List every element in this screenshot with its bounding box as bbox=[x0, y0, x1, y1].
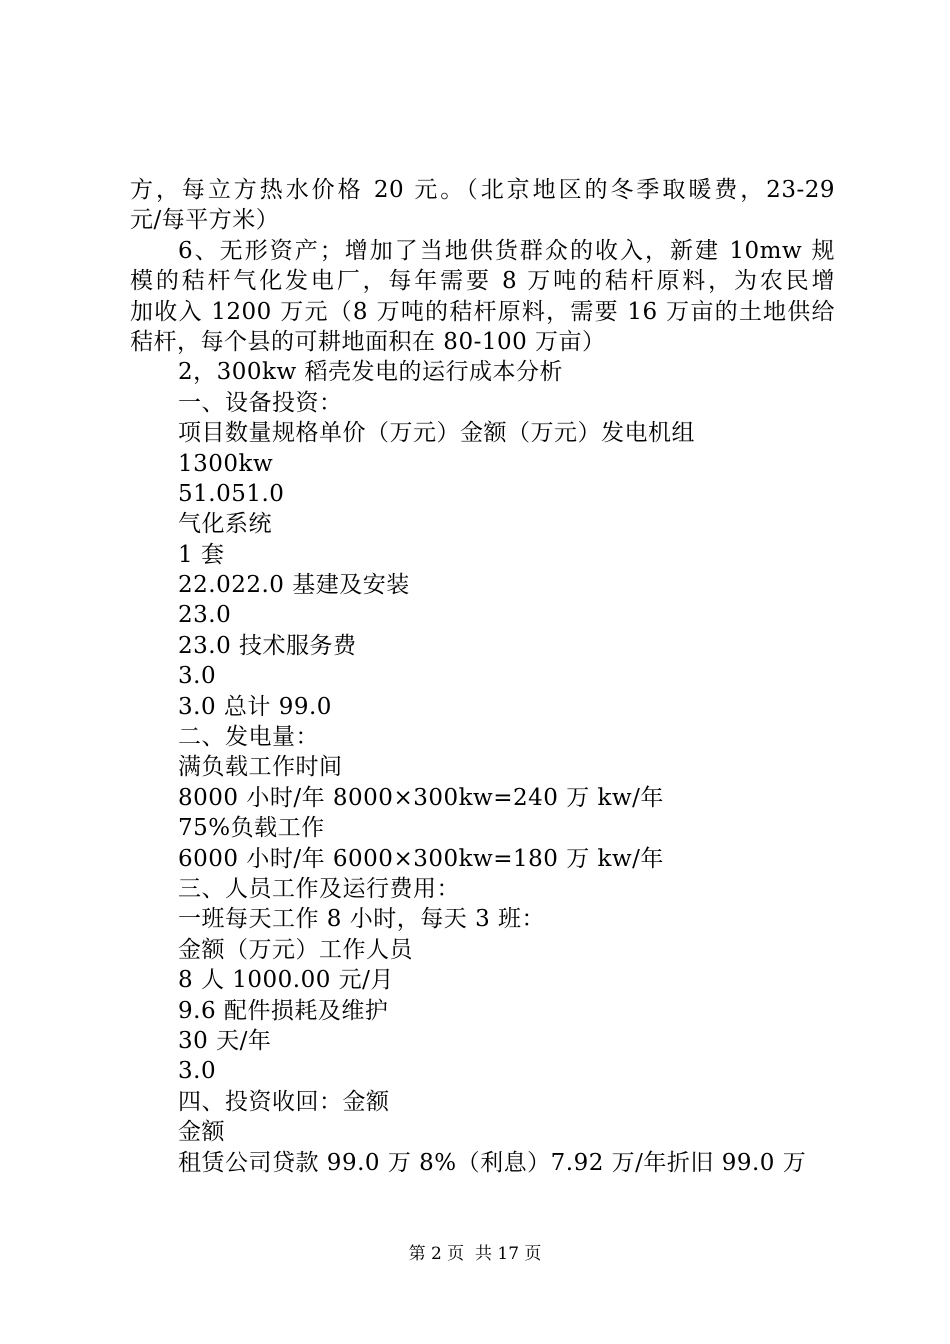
page-footer bbox=[0, 1243, 950, 1265]
text-line: 23.0 bbox=[178, 602, 232, 629]
text-line: 6000 小时/年 6000×300kw=180 万 kw/年 bbox=[178, 845, 664, 872]
text-line: 1 套 bbox=[178, 541, 225, 568]
text-line: 1300kw bbox=[178, 450, 274, 477]
text-line: 51.051.0 bbox=[178, 480, 285, 507]
text-line: 二、发电量： bbox=[178, 724, 319, 751]
text-line: 三、人员工作及运行费用： bbox=[178, 875, 460, 902]
text-line: 2，300kw 稻壳发电的运行成本分析 bbox=[178, 359, 563, 386]
text-line: 9.6 配件损耗及维护 bbox=[178, 997, 389, 1024]
text-line: 金额 bbox=[178, 1119, 225, 1146]
text-line: 8000 小时/年 8000×300kw=240 万 kw/年 bbox=[178, 784, 664, 811]
text-line: 四、投资收回：金额 bbox=[178, 1088, 390, 1115]
text-line: 6、无形资产；增加了当地供货群众的收入，新建 10mw 规 bbox=[178, 237, 835, 264]
document-body bbox=[130, 175, 835, 1178]
text-line: 加收入 1200 万元（8 万吨的秸杆原料，需要 16 万亩的土地供给 bbox=[130, 298, 835, 325]
text-line: 3.0 总计 99.0 bbox=[178, 693, 332, 720]
text-line: 8 人 1000.00 元/月 bbox=[178, 967, 394, 994]
text-line: 30 天/年 bbox=[178, 1027, 272, 1054]
page-number-label: 第 2 页 共 17 页 bbox=[408, 1244, 542, 1264]
text-line: 一、设备投资： bbox=[178, 389, 343, 416]
text-line: 方，每立方热水价格 20 元。（北京地区的冬季取暖费，23-29 bbox=[130, 177, 835, 203]
text-line: 租赁公司贷款 99.0 万 8%（利息）7.92 万/年折旧 99.0 万 bbox=[178, 1149, 807, 1176]
text-line: 项目数量规格单价（万元）金额（万元）发电机组 bbox=[178, 420, 695, 447]
text-line: 3.0 bbox=[178, 1058, 217, 1085]
text-line: 3.0 bbox=[178, 663, 217, 690]
text-line: 23.0 技术服务费 bbox=[178, 632, 357, 659]
text-line: 一班每天工作 8 小时，每天 3 班： bbox=[178, 906, 546, 933]
text-line: 金额（万元）工作人员 bbox=[178, 936, 413, 963]
text-line: 元/每平方米） bbox=[130, 207, 280, 234]
text-line: 秸杆，每个县的可耕地面积在 80-100 万亩） bbox=[130, 328, 606, 355]
text-line: 满负载工作时间 bbox=[178, 754, 343, 781]
text-line: 气化系统 bbox=[178, 511, 272, 538]
text-line: 22.022.0 基建及安装 bbox=[178, 572, 410, 599]
text-line: 模的秸杆气化发电厂，每年需要 8 万吨的秸杆原料，为农民增 bbox=[130, 268, 835, 295]
text-line: 75%负载工作 bbox=[178, 815, 325, 842]
